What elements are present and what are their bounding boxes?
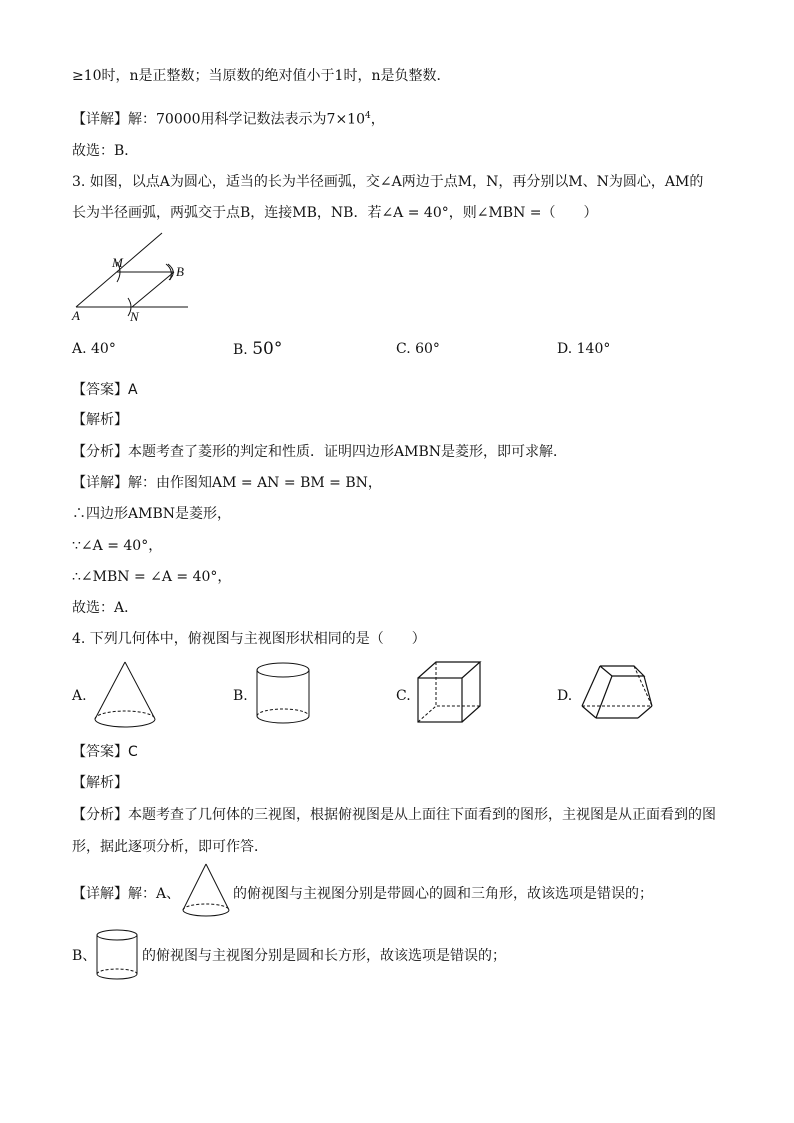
text-line-3: 故选：B． <box>72 143 139 159</box>
analysis-4-line-2: 形，据此逐项分析，即可作答． <box>72 839 268 855</box>
question-3-line-1: 3. 如图，以点A为圆心，适当的长为半径画弧，交∠A两边于点M，N，再分别以M、N为圆心，AM的 <box>72 174 704 190</box>
q4-option-a: A. <box>72 688 87 704</box>
q3-option-d: D. 140° <box>557 341 611 357</box>
q3-option-c: C. 60° <box>396 341 440 357</box>
analysis-3-line-6: 故选：A． <box>72 600 139 616</box>
label-N: N <box>130 309 139 324</box>
label-A: A <box>72 308 80 323</box>
analysis-4-heading: 【解析】 <box>72 775 128 791</box>
analysis-3-line-3: ∴四边形AMBN是菱形， <box>72 506 231 522</box>
sci-notation-exponent: 4 <box>365 111 371 121</box>
q4-option-b: B. <box>233 688 248 704</box>
question-4-line: 4. 下列几何体中，俯视图与主视图形状相同的是（ ） <box>72 631 426 647</box>
rhombus-figure <box>70 230 200 325</box>
analysis-4-line-3-prefix: 【详解】解：A、 <box>72 886 181 902</box>
analysis-4-line-3-suffix: 的俯视图与主视图分别是带圆心的圆和三角形，故该选项是错误的； <box>233 886 653 902</box>
cylinder-figure <box>253 660 313 730</box>
label-M: M <box>112 255 123 270</box>
text-line-2 <box>72 106 385 130</box>
text-line-1: ≥10时，n是正整数；当原数的绝对值小于1时，n是负整数． <box>72 68 451 84</box>
sci-notation-prefix: 【详解】解：70000用科学记数法表示为7×10 <box>72 111 365 128</box>
answer-4: 【答案】C <box>72 744 138 760</box>
analysis-3-heading: 【解析】 <box>72 412 128 428</box>
inline-cylinder-icon <box>94 928 140 982</box>
frustum-figure <box>578 662 658 724</box>
analysis-4-line-4-prefix: B、 <box>72 948 97 964</box>
inline-cone-icon <box>180 862 232 920</box>
analysis-3-line-2: 【详解】解：由作图知AM = AN = BM = BN， <box>72 475 382 491</box>
analysis-4-line-4-suffix: 的俯视图与主视图分别是圆和长方形，故该选项是错误的； <box>142 948 506 964</box>
question-3-line-2: 长为半径画弧，两弧交于点B，连接MB，NB．若∠A = 40°，则∠MBN =（ ） <box>72 205 598 221</box>
label-B: B <box>176 264 184 279</box>
q3-option-b-letter: B. <box>233 342 248 358</box>
analysis-3-line-4: ∵∠A = 40°， <box>72 538 163 554</box>
answer-3: 【答案】A <box>72 382 138 398</box>
analysis-3-line-5: ∴∠MBN = ∠A = 40°， <box>72 569 232 585</box>
q3-option-a: A. 40° <box>72 341 116 357</box>
q3-option-b <box>233 339 282 360</box>
q3-option-b-value: 50° <box>252 339 283 359</box>
sci-notation-suffix: ， <box>370 111 385 128</box>
cone-figure <box>92 660 158 730</box>
q4-option-d: D. <box>557 688 573 704</box>
q4-option-c: C. <box>396 688 411 704</box>
analysis-4-line-1: 【分析】本题考查了几何体的三视图，根据俯视图是从上面往下面看到的图形，主视图是从正面看到的图 <box>72 807 716 823</box>
analysis-3-line-1: 【分析】本题考查了菱形的判定和性质．证明四边形AMBN是菱形，即可求解． <box>72 444 567 460</box>
cube-figure <box>414 660 494 730</box>
